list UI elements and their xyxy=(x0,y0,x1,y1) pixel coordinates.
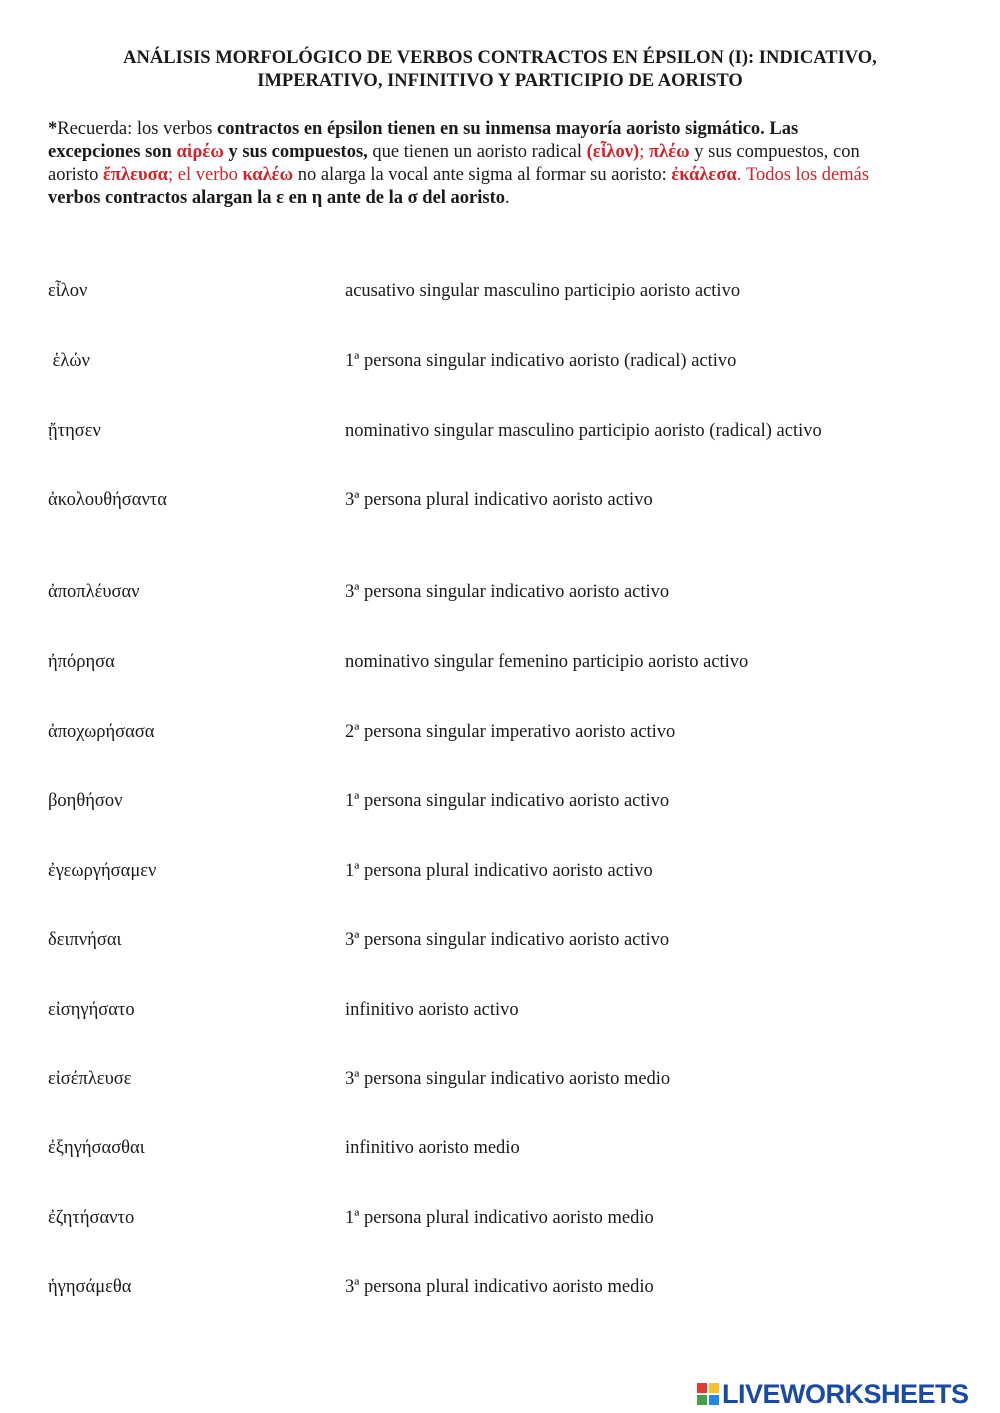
greek-verb: ἠπόρησα xyxy=(48,652,115,672)
verb-row xyxy=(0,346,1000,376)
note-bold-text: verbos contractos alargan la ε en η ante de la σ del aoristo xyxy=(48,188,506,208)
verb-analysis: 3ª persona plural indicativo aoristo activo xyxy=(345,490,653,510)
verb-analysis: 3ª persona singular indicativo aoristo activo xyxy=(345,582,670,602)
title-line-2: IMPERATIVO, INFINITIVO Y PARTICIPIO DE AORISTO xyxy=(257,71,743,91)
verb-row xyxy=(0,647,1000,677)
greek-verb: ἀποχωρήσασα xyxy=(48,722,155,742)
verb-analysis: 3ª persona singular indicativo aoristo medio xyxy=(345,1069,671,1089)
verb-analysis: nominativo singular femenino participio aoristo activo xyxy=(345,652,749,672)
note-asterisk: * xyxy=(48,119,58,139)
note-text: Recuerda: los verbos xyxy=(57,119,218,139)
verb-analysis: 3ª persona singular indicativo aoristo activo xyxy=(345,930,670,950)
greek-verb: ᾔτησεν xyxy=(48,421,101,441)
note-line-4 xyxy=(48,187,958,210)
page-title xyxy=(40,47,960,93)
verb-analysis: 1ª persona singular indicativo aoristo (radical) activo xyxy=(345,351,737,371)
verb-analysis: 1ª persona singular indicativo aoristo activo xyxy=(345,791,670,811)
logo-square-red xyxy=(697,1383,707,1393)
reminder-note xyxy=(48,118,958,210)
verb-analysis: infinitivo aoristo activo xyxy=(345,1000,519,1020)
verb-row xyxy=(0,416,1000,446)
verb-row xyxy=(0,1272,1000,1302)
verb-row xyxy=(0,995,1000,1025)
logo-square-yellow xyxy=(709,1383,719,1393)
greek-verb: ἑλών xyxy=(48,351,90,371)
verb-row xyxy=(0,276,1000,306)
verb-analysis: acusativo singular masculino participio aoristo activo xyxy=(345,281,741,301)
verb-row xyxy=(0,925,1000,955)
note-line-3 xyxy=(48,164,958,187)
verb-analysis: infinitivo aoristo medio xyxy=(345,1138,520,1158)
note-bold-text: excepciones son xyxy=(48,142,177,162)
verb-row xyxy=(0,856,1000,886)
note-text: . xyxy=(505,188,510,208)
verb-row xyxy=(0,577,1000,607)
greek-verb: ἐζητήσαντο xyxy=(48,1208,135,1228)
greek-verb: βοηθήσον xyxy=(48,791,123,811)
note-bold-text: y sus compuestos, xyxy=(223,142,368,162)
greek-verb: εἰσέπλευσε xyxy=(48,1069,132,1089)
verb-row xyxy=(0,786,1000,816)
greek-verb: ἐγεωργήσαμεν xyxy=(48,861,157,881)
note-verb-eilon: (εἶλον) xyxy=(586,142,640,162)
note-line-2 xyxy=(48,141,958,164)
verb-analysis: 3ª persona plural indicativo aoristo medio xyxy=(345,1277,654,1297)
verb-row xyxy=(0,717,1000,747)
note-verb-hairew: αἱρέω xyxy=(176,142,224,162)
liveworksheets-logo xyxy=(697,1378,969,1410)
greek-verb: εἶλον xyxy=(48,281,88,301)
greek-verb: ἡγησάμεθα xyxy=(48,1277,132,1297)
logo-square-green xyxy=(697,1395,707,1405)
note-verb-kalew: καλέω xyxy=(242,165,294,185)
title-line-1: ANÁLISIS MORFOLÓGICO DE VERBOS CONTRACTOS EN ÉPSILON (I): INDICATIVO, xyxy=(123,48,877,68)
note-separator: ; el verbo xyxy=(168,165,243,185)
verb-analysis: 1ª persona plural indicativo aoristo medio xyxy=(345,1208,654,1228)
greek-verb: δειπνήσαι xyxy=(48,930,122,950)
note-separator: . Todos los demás xyxy=(736,165,870,185)
verb-analysis: 1ª persona plural indicativo aoristo activo xyxy=(345,861,653,881)
note-verb-plew: πλέω xyxy=(648,142,690,162)
greek-verb: ἀκολουθήσαντα xyxy=(48,490,167,510)
liveworksheets-logo-icon xyxy=(697,1381,719,1407)
verb-row xyxy=(0,1064,1000,1094)
note-line-1 xyxy=(48,118,958,141)
logo-square-blue xyxy=(709,1395,719,1405)
note-text: que tienen un aoristo radical xyxy=(367,142,587,162)
logo-wordmark: LIVEWORKSHEETS xyxy=(722,1378,969,1409)
note-text: aoristo xyxy=(48,165,103,185)
note-verb-ekalesa: ἐκάλεσα xyxy=(671,165,737,185)
verb-row xyxy=(0,1203,1000,1233)
greek-verb: ἀποπλέυσαν xyxy=(48,582,140,602)
note-text: y sus compuestos, con xyxy=(689,142,860,162)
verb-analysis: nominativo singular masculino participio aoristo (radical) activo xyxy=(345,421,822,441)
verb-row xyxy=(0,485,1000,515)
verb-analysis: 2ª persona singular imperativo aoristo activo xyxy=(345,722,676,742)
greek-verb: ἐξηγήσασθαι xyxy=(48,1138,145,1158)
note-separator: ; xyxy=(639,142,649,162)
note-verb-epleusa: ἔπλευσα xyxy=(102,165,169,185)
note-bold-text: contractos en épsilon tienen en su inmensa mayoría aoristo sigmático. Las xyxy=(217,119,799,139)
verb-row xyxy=(0,1133,1000,1163)
note-text: no alarga la vocal ante sigma al formar su aoristo: xyxy=(293,165,672,185)
greek-verb: εἰσηγήσατο xyxy=(48,1000,135,1020)
